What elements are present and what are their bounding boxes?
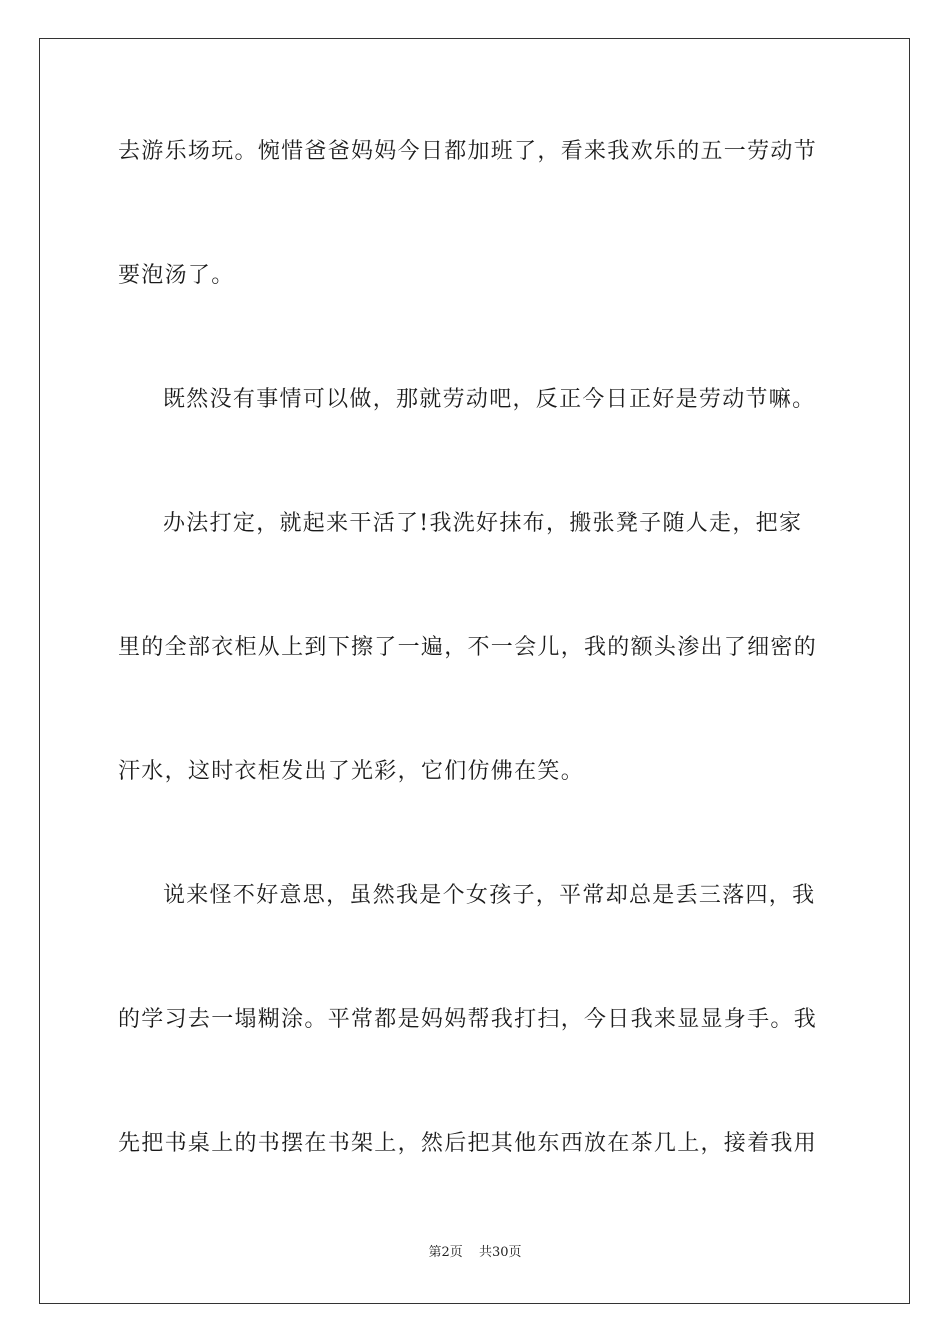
text-line: 汗水，这时衣柜发出了光彩，它们仿佛在笑。 <box>118 759 585 784</box>
total-pages-label: 共30页 <box>478 1245 522 1260</box>
text-line: 要泡汤了。 <box>118 263 235 288</box>
text-line: 去游乐场玩。惋惜爸爸妈妈今日都加班了，看来我欢乐的五一劳动节 <box>118 139 818 164</box>
paragraph-start-line: 既然没有事情可以做，那就劳动吧，反正今日正好是劳动节嘛。 <box>163 387 816 412</box>
text-line: 的学习去一塌糊涂。平常都是妈妈帮我打扫，今日我来显显身手。我 <box>118 1007 818 1032</box>
text-line: 里的全部衣柜从上到下擦了一遍，不一会儿，我的额头渗出了细密的 <box>118 635 818 660</box>
current-page-label: 第2页 <box>428 1245 463 1260</box>
text-line: 先把书桌上的书摆在书架上，然后把其他东西放在茶几上，接着我用 <box>118 1131 818 1156</box>
page-border <box>39 38 910 1304</box>
paragraph-start-line: 办法打定，就起来干活了!我洗好抹布，搬张凳子随人走，把家 <box>163 511 803 536</box>
paragraph-start-line: 说来怪不好意思，虽然我是个女孩子，平常却总是丢三落四，我 <box>163 883 816 908</box>
page-footer <box>0 1244 950 1262</box>
